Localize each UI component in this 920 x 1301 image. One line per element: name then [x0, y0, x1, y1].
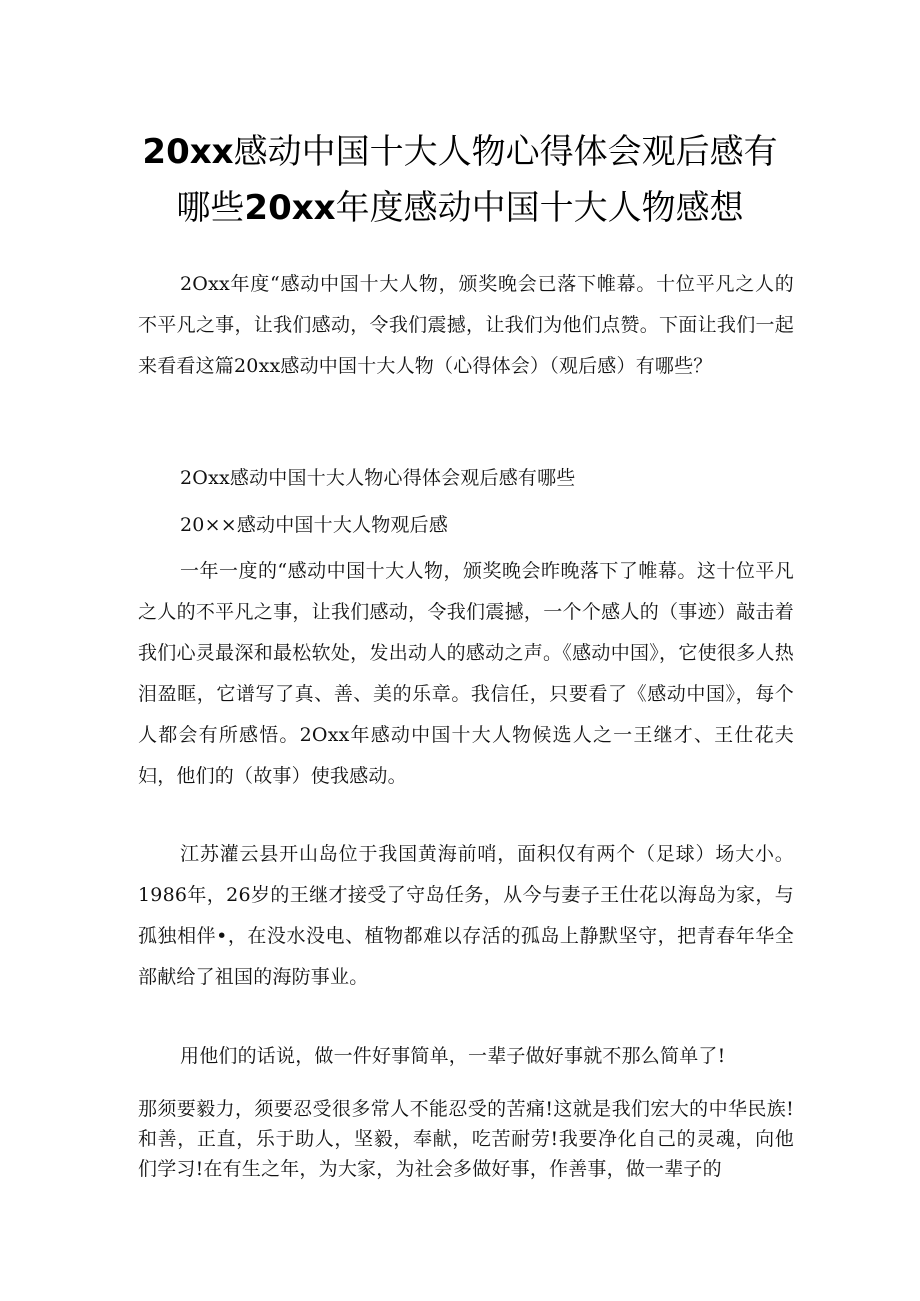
paragraph-2: 江苏灌云县开山岛位于我国黄海前哨，面积仅有两个（足球）场大小。1986年，26岁的王继才接受了守岛任务，从今与妻子王仕花以海岛为家，与孤独相伴•，在没水没电、植物都难以存活的孤岛上静默坚守，把青春年华全部献给了祖国的海防事业。 — [138, 843, 794, 988]
intro-paragraph: 2Oxx年度“感动中国十大人物，颁奖晚会已落下帷幕。十位平凡之人的不平凡之事，让我们感动，令我们震撼，让我们为他们点赞。下面让我们一起来看看这篇20xx感动中国十大人物（心得体会）（观后感）有哪些？ — [138, 273, 794, 377]
title-line2-pre: 哪些 — [176, 188, 245, 228]
paragraph-1: 一年一度的“感动中国十大人物，颁奖晚会昨晚落下了帷幕。这十位平凡之人的不平凡之事，让我们感动，令我们震撼，一个个感人的（事迹）敲击着我们心灵最深和最松软处，发出动人的感动之声。《感动中国》，它使很多人热泪盈眶，它谱写了真、善、美的乐章。我信任，只要看了《感动中国》，每个人都会有所感悟。2Oxx年感动中国十大人物候选人之一王继才、王仕花夫妇，他们的（故事）使我感动。 — [138, 560, 794, 787]
subheading-1: 2Oxx感动中国十大人物心得体会观后感有哪些 — [180, 467, 576, 489]
subheading-2: 20××感动中国十大人物观后感 — [180, 514, 449, 536]
title-line1-text: 感动中国十大人物心得体会观后感有 — [233, 132, 778, 172]
title-year-2: 20xx — [244, 188, 336, 228]
paragraph-3: 用他们的话说，做一件好事简单，一辈子做好事就不那么简单了! — [180, 1045, 726, 1067]
title-year-1: 20xx — [142, 132, 234, 172]
document-title — [100, 124, 820, 236]
paragraph-4: 那须要毅力，须要忍受很多常人不能忍受的苦痛!这就是我们宏大的中华民族!和善，正直，乐于助人，坚毅，奉献，吃苦耐劳!我要净化自己的灵魂，向他们学习!在有生之年，为大家，为社会多做好事，作善事，做一辈子的 — [138, 1098, 794, 1180]
title-line2-text: 年度感动中国十大人物感想 — [335, 188, 744, 228]
